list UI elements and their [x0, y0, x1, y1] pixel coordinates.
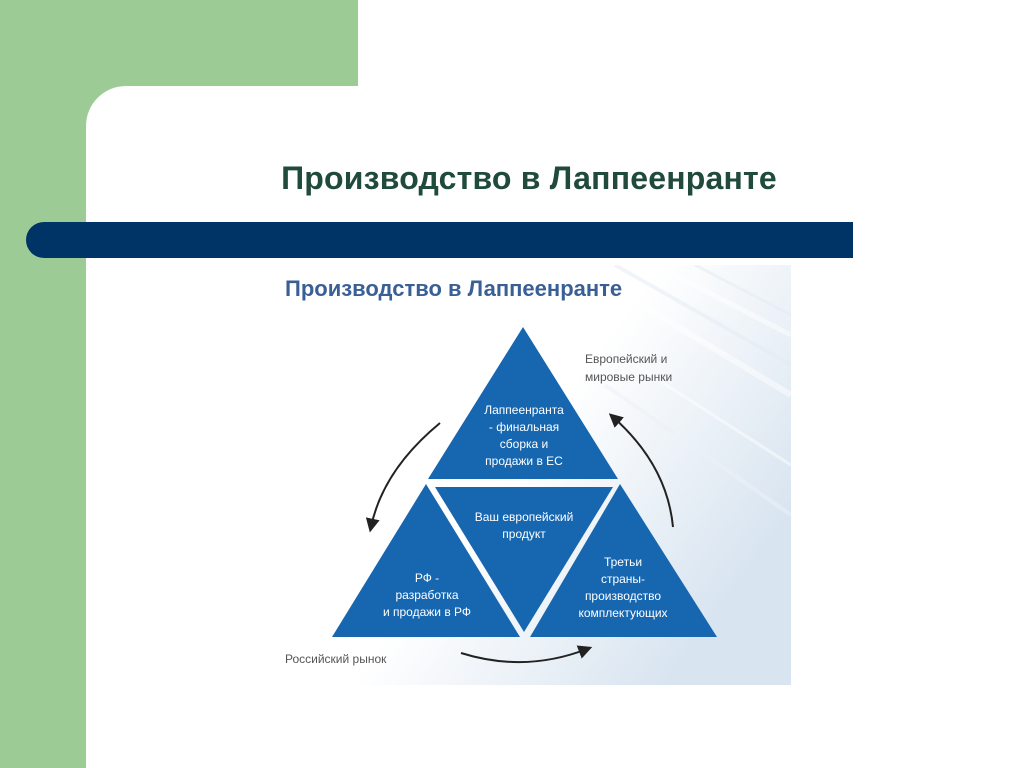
center-triangle-line: Ваш европейский: [474, 510, 574, 524]
russian-market-label: Российский рынок: [285, 652, 387, 666]
top-triangle-line: Лаппеенранта: [484, 403, 564, 417]
diagram-svg: [275, 265, 791, 685]
slide-title: Производство в Лаппеенранте: [281, 160, 777, 196]
production-diagram: [275, 265, 791, 685]
european-markets-line: Европейский и: [585, 352, 668, 366]
right-triangle-line: Третьи: [603, 555, 643, 569]
right-triangle-line: производство: [584, 589, 662, 603]
top-triangle-line: продажи в ЕС: [485, 454, 563, 468]
title-underline-bar: [26, 222, 853, 258]
right-triangle-line: страны-: [600, 572, 646, 586]
center-triangle-line: продукт: [502, 527, 546, 541]
left-triangle-line: разработка: [395, 588, 459, 602]
top-triangle-line: - финальная: [488, 420, 560, 434]
left-triangle-line: РФ -: [414, 571, 440, 585]
european-markets-line: мировые рынки: [585, 370, 673, 384]
right-triangle-line: комплектующих: [578, 606, 668, 620]
diagram-heading: Производство в Лаппеенранте: [285, 276, 623, 301]
top-triangle-line: сборка и: [499, 437, 549, 451]
left-triangle-line: и продажи в РФ: [382, 605, 472, 619]
